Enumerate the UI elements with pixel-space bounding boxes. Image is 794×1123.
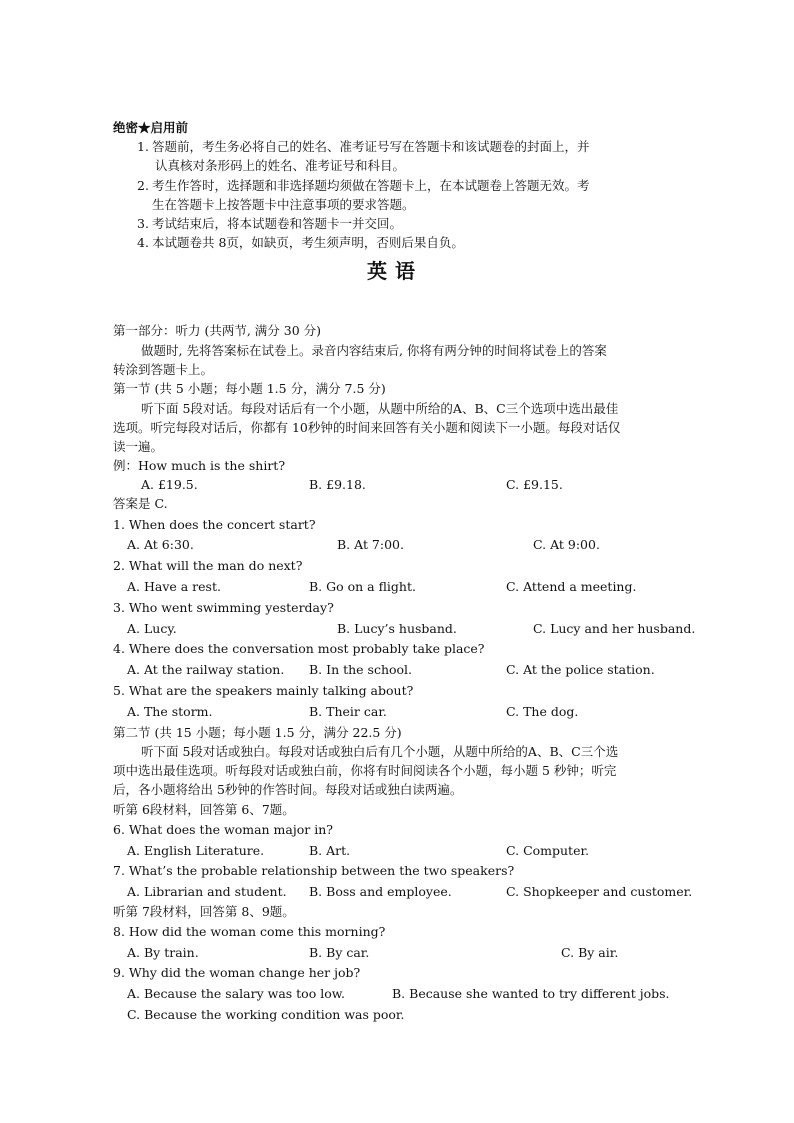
question-1-option-b: B. At 7:00. <box>337 537 404 552</box>
group-7-heading: 听第 7段材料，回答第 8、9题。 <box>113 904 295 919</box>
question-5: 5. What are the speakers mainly talking about? <box>113 683 414 698</box>
part1-instruction-1: 做题时, 先将答案标在试卷上。录音内容结束后, 你将有两分钟的时间将试卷上的答案 <box>141 343 607 358</box>
question-9-option-a: A. Because the salary was too low. <box>127 986 345 1001</box>
question-6-option-b: B. Art. <box>309 843 351 858</box>
example-question: 例：How much is the shirt? <box>113 458 286 473</box>
exam-title: 英语 <box>367 259 423 283</box>
question-3-option-b: B. Lucy’s husband. <box>337 621 457 636</box>
part1-instruction-2: 转涂到答题卡上。 <box>113 362 214 377</box>
section1-instruction-2: 选项。听完每段对话后，你都有 10秒钟的时间来回答有关小题和阅读下一小题。每段对话仅 <box>113 420 621 435</box>
group-6-heading: 听第 6段材料，回答第 6、7题。 <box>113 802 295 817</box>
question-2-option-b: B. Go on a flight. <box>309 579 416 594</box>
note-1-line2: 认真核对条形码上的姓名、准考证号和科目。 <box>155 158 406 173</box>
question-6: 6. What does the woman major in? <box>113 822 333 837</box>
question-2: 2. What will the man do next? <box>113 558 303 573</box>
section2-instruction-1: 听下面 5段对话或独白。每段对话或独白后有几个小题，从题中所给的A、B、C三个选 <box>141 744 619 759</box>
question-5-option-a: A. The storm. <box>127 704 213 719</box>
note-2-line1: 考生作答时，选择题和非选择题均须做在答题卡上，在本试题卷上答题无效。考 <box>152 178 590 193</box>
question-7-option-b: B. Boss and employee. <box>309 884 452 899</box>
question-8: 8. How did the woman come this morning? <box>113 924 386 939</box>
example-option-a: A. £19.5. <box>141 477 198 492</box>
question-4-option-a: A. At the railway station. <box>127 662 285 677</box>
note-4-line1: 本试题卷共 8页，如缺页，考生须声明，否则后果自负。 <box>152 235 464 250</box>
section1-instruction-3: 读一遍。 <box>113 439 164 454</box>
question-3-option-a: A. Lucy. <box>127 621 177 636</box>
question-4: 4. Where does the conversation most probably take place? <box>113 641 485 656</box>
question-8-option-c: C. By air. <box>561 945 619 960</box>
question-6-option-a: A. English Literature. <box>127 843 265 858</box>
note-4-num: 4. <box>137 235 149 250</box>
question-2-option-a: A. Have a rest. <box>127 579 221 594</box>
note-1-line1: 答题前，考生务必将自己的姓名、准考证号写在答题卡和该试题卷的封面上，并 <box>152 139 590 154</box>
question-7-option-a: A. Librarian and student. <box>127 884 287 899</box>
question-5-option-b: B. Their car. <box>309 704 387 719</box>
question-1: 1. When does the concert start? <box>113 517 316 532</box>
example-answer: 答案是 C. <box>113 496 168 511</box>
question-9: 9. Why did the woman change her job? <box>113 965 361 980</box>
section2-heading: 第二节 (共 15 小题；每小题 1.5 分，满分 22.5 分) <box>113 725 402 740</box>
question-1-option-c: C. At 9:00. <box>533 537 600 552</box>
question-2-option-c: C. Attend a meeting. <box>506 579 637 594</box>
section1-instruction-1: 听下面 5段对话。每段对话后有一个小题，从题中所给的A、B、C三个选项中选出最佳 <box>141 401 619 416</box>
question-4-option-c: C. At the police station. <box>506 662 655 677</box>
question-8-option-a: A. By train. <box>127 945 199 960</box>
question-7: 7. What’s the probable relationship between the two speakers? <box>113 863 515 878</box>
question-9-option-c: C. Because the working condition was poor. <box>127 1007 405 1022</box>
note-3-line1: 考试结束后，将本试题卷和答题卡一并交回。 <box>152 216 403 231</box>
section1-heading: 第一节 (共 5 小题；每小题 1.5 分，满分 7.5 分) <box>113 381 386 396</box>
note-3-num: 3. <box>137 216 149 231</box>
question-6-option-c: C. Computer. <box>506 843 590 858</box>
example-option-b: B. £9.18. <box>309 477 366 492</box>
question-4-option-b: B. In the school. <box>309 662 413 677</box>
question-8-option-b: B. By car. <box>309 945 370 960</box>
question-3-option-c: C. Lucy and her husband. <box>533 621 696 636</box>
question-7-option-c: C. Shopkeeper and customer. <box>506 884 693 899</box>
section2-instruction-3: 后，各小题将给出 5秒钟的作答时间。每段对话或独白读两遍。 <box>113 782 463 797</box>
example-option-c: C. £9.15. <box>506 477 563 492</box>
confidential-label: 绝密★启用前 <box>113 120 189 135</box>
question-1-option-a: A. At 6:30. <box>127 537 194 552</box>
question-5-option-c: C. The dog. <box>506 704 579 719</box>
note-2-line2: 生在答题卡上按答题卡中注意事项的要求答题。 <box>152 197 415 212</box>
note-1-num: 1. <box>137 139 149 154</box>
question-3: 3. Who went swimming yesterday? <box>113 600 334 615</box>
part1-heading: 第一部分：听力 (共两节, 满分 30 分) <box>113 323 322 338</box>
question-9-option-b: B. Because she wanted to try different jobs. <box>392 986 670 1001</box>
section2-instruction-2: 项中选出最佳选项。听每段对话或独白前，你将有时间阅读各个小题，每小题 5 秒钟；听完 <box>113 763 617 778</box>
note-2-num: 2. <box>137 178 149 193</box>
